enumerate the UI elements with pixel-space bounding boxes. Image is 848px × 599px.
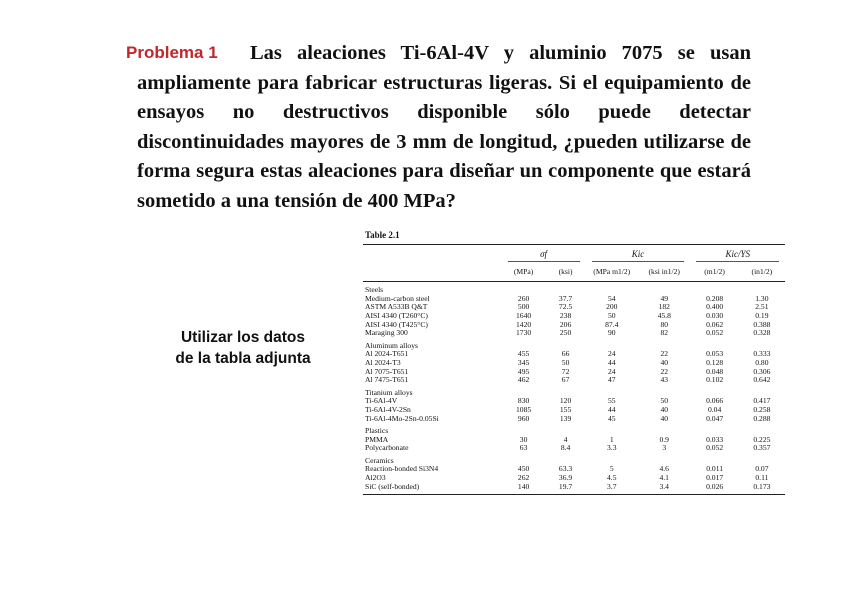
table-cell: 50: [607, 310, 616, 320]
table-cell: 495: [517, 366, 530, 376]
table-cell: 0.052: [706, 328, 724, 338]
table-cell: 1640: [516, 310, 532, 320]
material-name: SiC (self-bonded): [363, 483, 502, 495]
unit-header: (ksi): [546, 268, 586, 282]
table-cell: 47: [607, 375, 616, 385]
table-cell: 0.033: [706, 434, 724, 444]
table-group-row: [363, 423, 785, 436]
table-cell: 8.4: [560, 443, 571, 453]
table-cell: 4.5: [607, 473, 617, 483]
table-cell: 462: [517, 375, 530, 385]
table-cell: 45: [607, 413, 616, 423]
table-cell: 0.80: [755, 357, 769, 367]
table-cell: 262: [517, 473, 530, 483]
table-cell: 0.053: [706, 349, 724, 359]
table-group-row: [363, 282, 785, 295]
group-name: Titanium alloys: [365, 387, 413, 397]
table-cell: 30: [519, 434, 528, 444]
material-name: Al2O3: [365, 473, 386, 483]
table-cell: 1420: [516, 319, 532, 329]
table-cell: 3.3: [607, 443, 617, 453]
table-cell: 200: [606, 302, 618, 312]
table-cell: 40: [660, 357, 669, 367]
material-name: Medium-carbon steel: [365, 293, 430, 303]
table-cell: 3: [662, 443, 667, 453]
table-cell: 66: [561, 349, 570, 359]
table-row: [363, 329, 785, 338]
table-cell: 54: [607, 293, 616, 303]
table-cell: 4: [563, 434, 568, 444]
table-cell: 345: [517, 357, 530, 367]
table-cell: 455: [517, 349, 530, 359]
unit-header: (m1/2): [690, 268, 738, 282]
material-name: Reaction-bonded Si3N4: [365, 464, 439, 474]
table-cell: 0.11: [755, 473, 769, 483]
table-cell: 155: [559, 404, 572, 414]
table-cell: 0.062: [706, 319, 724, 329]
table-cell: 1: [609, 434, 614, 444]
table-cell: 500: [517, 302, 530, 312]
table-cell: 182: [658, 302, 670, 312]
table-cell: 830: [517, 396, 530, 406]
table-cell: 0.357: [753, 443, 771, 453]
table-cell: 40: [660, 413, 669, 423]
table-cell: 0.048: [706, 366, 724, 376]
table-cell: 0.642: [753, 375, 771, 385]
table-cell: 67: [561, 375, 570, 385]
table-row: [363, 483, 785, 495]
table-cell: 55: [607, 396, 616, 406]
material-name: PMMA: [365, 434, 389, 444]
table-cell: 49: [660, 293, 669, 303]
table-cell: 0.011: [706, 464, 724, 474]
table-row: [363, 397, 785, 406]
table-cell: 37.7: [558, 293, 573, 303]
table-cell: 0.04: [707, 404, 722, 414]
problem-statement: Las aleaciones Ti-6Al-4V y aluminio 7075 se usan ampliamente para fabricar estructuras ligeras. Si el equipamiento de ensayos no destructivos disponible sólo puede detectar discontinuidades mayores de 3 mm de longitud, ¿pueden utilizarse de forma segura estas aleaciones para diseñar un componente que estará sometido a una tensión de 400 MPa?: [137, 42, 751, 212]
header-kic-ys: Kic/YS: [690, 245, 785, 268]
table-cell: 63.3: [558, 464, 573, 474]
table-cell: 1730: [516, 328, 532, 338]
table-title: Table 2.1: [365, 230, 400, 240]
material-name: Ti-6Al-4V-2Sn: [365, 404, 411, 414]
problem-label: Problema 1: [126, 43, 218, 62]
table-cell: 0.208: [706, 293, 724, 303]
group-name: Steels: [365, 285, 384, 295]
table-cell: 0.026: [690, 483, 738, 495]
table-cell: 0.288: [753, 413, 771, 423]
material-name: Polycarbonate: [365, 443, 409, 453]
table-cell: 139: [559, 413, 572, 423]
unit-header: (ksi in1/2): [638, 268, 690, 282]
table-cell: 120: [559, 396, 572, 406]
table-cell: 50: [561, 357, 570, 367]
table-cell: 4.1: [659, 473, 669, 483]
unit-header: (MPa m1/2): [586, 268, 638, 282]
table-cell: 2.51: [755, 302, 769, 312]
table-cell: 87.4: [605, 319, 619, 329]
data-table: [363, 244, 785, 495]
table-cell: 5: [609, 464, 614, 474]
side-note-line-2: de la tabla adjunta: [175, 350, 311, 367]
table-cell: 0.173: [739, 483, 785, 495]
table-cell: 0.417: [753, 396, 771, 406]
table-cell: 44: [607, 404, 616, 414]
table-cell: 0.030: [706, 310, 724, 320]
table-cell: 0.07: [755, 464, 769, 474]
table-cell: 40: [660, 404, 669, 414]
table-cell: 206: [559, 319, 572, 329]
table-cell: 36.9: [558, 473, 573, 483]
table-cell: 0.328: [753, 328, 771, 338]
properties-table: [363, 230, 785, 495]
table-cell: 19.7: [546, 483, 586, 495]
table-cell: 0.017: [706, 473, 724, 483]
material-name: Al 2024-T3: [365, 357, 401, 367]
table-cell: 0.19: [755, 310, 769, 320]
table-cell: 0.9: [659, 434, 669, 444]
table-cell: 0.400: [706, 302, 724, 312]
header-kic: Kic: [586, 245, 691, 268]
table-cell: 3.4: [638, 483, 690, 495]
unit-header: (MPa): [502, 268, 546, 282]
material-name: Ti-6Al-4V: [365, 396, 398, 406]
table-row: [363, 415, 785, 424]
side-note-line-1: Utilizar los datos: [180, 329, 306, 346]
unit-blank: [363, 268, 502, 282]
table-cell: 0.052: [706, 443, 724, 453]
table-cell: 960: [517, 413, 530, 423]
table-cell: 250: [559, 328, 572, 338]
table-cell: 44: [607, 357, 616, 367]
table-row: [363, 376, 785, 385]
unit-header: (in1/2): [739, 268, 785, 282]
table-cell: 3.7: [586, 483, 638, 495]
table-cell: 0.128: [706, 357, 724, 367]
table-row: [363, 444, 785, 453]
table-cell: 45.8: [657, 310, 671, 320]
table-cell: 0.225: [753, 434, 771, 444]
material-name: Maraging 300: [365, 328, 408, 338]
table-cell: 72.5: [558, 302, 573, 312]
table-cell: 260: [517, 293, 530, 303]
table-cell: 0.066: [706, 396, 724, 406]
table-cell: 24: [607, 366, 616, 376]
table-cell: 63: [519, 443, 528, 453]
table-cell: 0.102: [706, 375, 724, 385]
table-cell: 22: [660, 366, 669, 376]
group-name: Plastics: [365, 426, 389, 436]
table-cell: 50: [660, 396, 669, 406]
table-cell: 0.258: [753, 404, 771, 414]
header-blank: [363, 245, 502, 268]
table-cell: 0.388: [753, 319, 771, 329]
material-name: AISI 4340 (T425°C): [365, 319, 428, 329]
table-cell: 80: [660, 319, 669, 329]
table-cell: 24: [607, 349, 616, 359]
table-cell: 238: [559, 310, 572, 320]
table-cell: 1085: [516, 404, 532, 414]
material-name: ASTM A533B Q&T: [365, 302, 428, 312]
table-cell: 22: [660, 349, 669, 359]
material-name: Al 7075-T651: [365, 366, 409, 376]
table-cell: 43: [660, 375, 669, 385]
table-cell: 140: [502, 483, 546, 495]
table-cell: 1.30: [755, 293, 769, 303]
table-cell: 0.306: [753, 366, 771, 376]
table-cell: 4.6: [659, 464, 669, 474]
material-name: Al 7475-T651: [365, 375, 409, 385]
table-body: [363, 282, 785, 495]
table-cell: 0.333: [753, 349, 771, 359]
material-name: AISI 4340 (T260°C): [365, 310, 428, 320]
group-name: Aluminum alloys: [365, 340, 418, 350]
table-cell: 450: [517, 464, 530, 474]
material-name: Al 2024-T651: [365, 349, 409, 359]
table-cell: 72: [561, 366, 570, 376]
header-fracture-stress: σf: [502, 245, 586, 268]
table-cell: 0.047: [706, 413, 724, 423]
side-note: [148, 327, 338, 369]
material-name: Ti-6Al-4Mo-2Sn-0.05Si: [365, 413, 439, 423]
table-cell: 90: [607, 328, 616, 338]
table-cell: 82: [660, 328, 669, 338]
group-name: Ceramics: [365, 455, 394, 465]
